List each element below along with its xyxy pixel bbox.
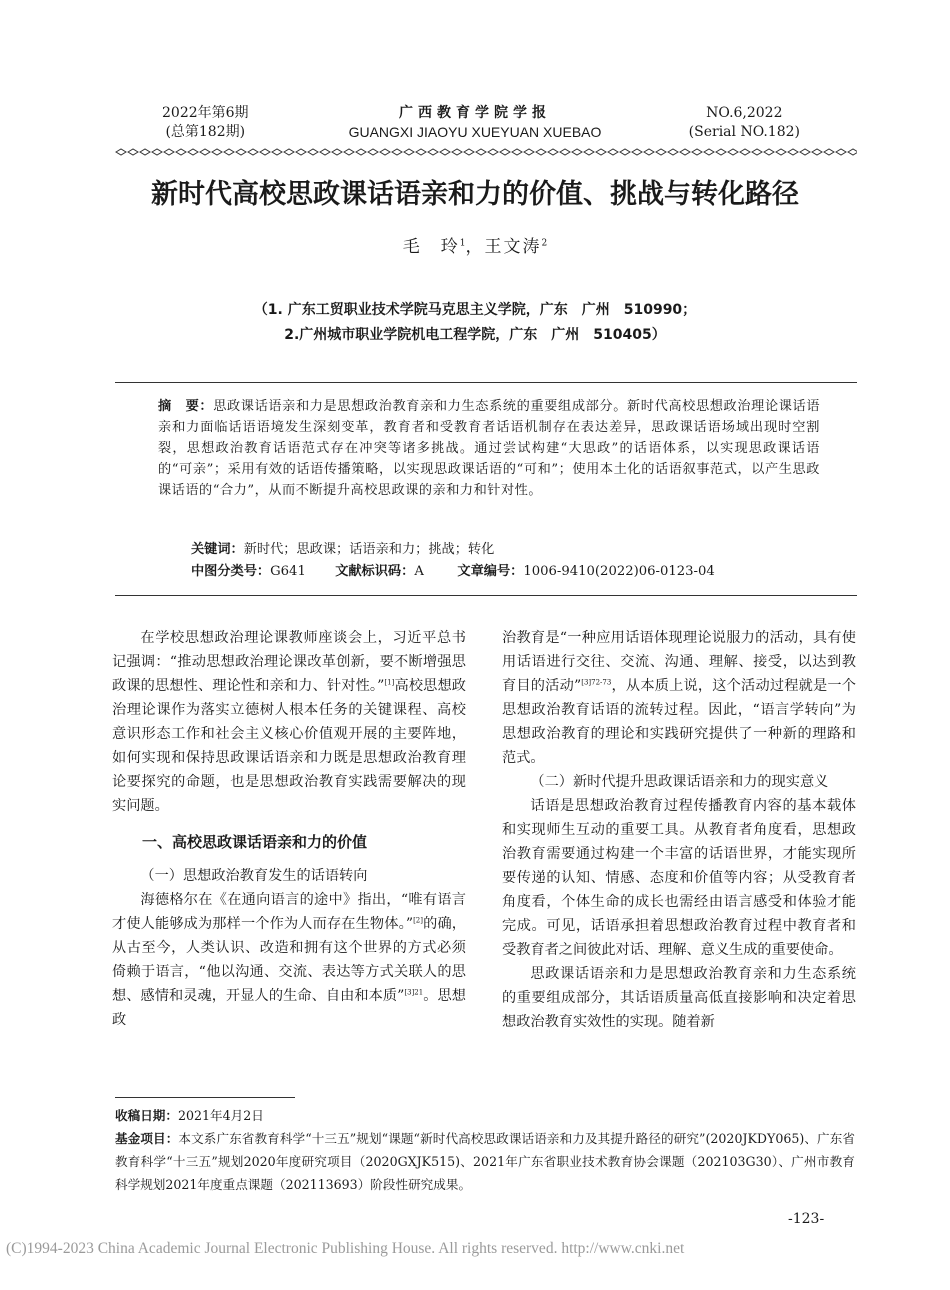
citation: [1] <box>384 678 395 687</box>
abstract-text: 思政课话语亲和力是思想政治教育亲和力生态系统的重要组成部分。新时代高校思想政治理论课话语亲和力面临话语语境发生深刻变革，教育者和受教育者话语机制存在表达差异，思政课话语场域出现时空割裂，思想政治教育话语范式存在冲突等诸多挑战。通过尝试构建“大思政”的话语体系，以实现思政课话语的“可亲”；采用有效的话语传播策略，以实现思政课话语的“可和”；使用本土化的话语叙事范式，以产生思政课话语的“合力”，从而不断提升高校思政课的亲和力和针对性。 <box>158 399 821 498</box>
page-number: -123- <box>788 1211 825 1227</box>
clc-label: 中图分类号： <box>191 564 271 579</box>
subsection-heading: （一）思想政治教育发生的话语转向 <box>140 868 368 884</box>
abstract <box>158 396 820 501</box>
journal-header <box>0 104 950 144</box>
affiliation-line: 2.广州城市职业学院机电工程学院，广东 广州 510405） <box>284 327 666 343</box>
citation: [2] <box>413 916 423 925</box>
decorative-border <box>115 148 857 156</box>
footnote <box>115 1104 855 1196</box>
issue-info <box>162 104 249 142</box>
author-name: 毛 玲 <box>402 237 460 257</box>
received-value: 2021年4月2日 <box>177 1108 264 1123</box>
author-affil-mark: 2 <box>541 238 548 249</box>
paragraph-text: 治教育是“一种应用话语体现理论说服力的活动，具有使用话语进行交往、交流、沟通、理解、接受，以达到教育目的活动” <box>502 630 856 694</box>
journal-name-cn: 广西教育学院学报 <box>399 105 551 121</box>
paragraph <box>112 626 466 818</box>
received-date <box>115 1104 855 1127</box>
keywords <box>191 539 831 560</box>
citation: [3]72-73 <box>581 678 612 687</box>
author-affil-mark: 1 <box>459 238 466 249</box>
paragraph: 思政课话语亲和力是思想政治教育亲和力生态系统的重要组成部分，其话语质量高低直接影响和决定着思想政治教育实效性的实现。随着新 <box>502 966 856 1030</box>
author-name: 王文涛 <box>484 237 542 257</box>
abstract-label: 摘 要： <box>158 399 214 414</box>
paragraph-text: ，从本质上说，这个活动过程就是一个思想政治教育话语的流转过程。因此，“语言学转向”为思想政治教育的理论和实践研究提供了一种新的理路和范式。 <box>502 678 856 766</box>
keywords-label: 关键词： <box>191 542 244 557</box>
authors <box>0 232 950 257</box>
affiliations <box>0 298 950 348</box>
fund-label: 基金项目： <box>115 1131 179 1146</box>
article-no-label: 文章编号： <box>457 564 524 579</box>
clc-value: G641 <box>270 564 306 579</box>
fund-value: 本文系广东省教育科学“十三五”规划“课题“新时代高校思政课话语亲和力及其提升路径的研究”(2020JKDY065)、广东省教育科学“十三五”规划2020年度研究项目（2020GXJK515)、2021年广东省职业技术教育协会课题（202103G30）、广州市教育科学规划2021年度重点课题（202113693）阶段性研究成果。 <box>115 1131 855 1192</box>
doc-code-value: A <box>414 564 424 579</box>
paragraph-text: 。思想政 <box>112 988 466 1028</box>
affiliation-line: （1. 广东工贸职业技术学院马克思主义学院，广东 广州 510990； <box>253 302 697 318</box>
paragraph-text: 的确，从古至今，人类认识、改造和拥有这个世界的方式必须倚赖于语言，“他以沟通、交流、表达等方式关联人的思想、感情和灵魂，开显人的生命、自由和本质” <box>112 916 466 1004</box>
keywords-text: 新时代；思政课；话语亲和力；挑战；转化 <box>243 542 495 557</box>
body-column-right <box>502 626 856 1034</box>
doc-code-label: 文献标识码： <box>335 564 415 579</box>
abstract-bottom-rule <box>115 595 857 596</box>
issue-total: (总第182期) <box>165 124 246 140</box>
issue-number <box>689 104 800 142</box>
body-column-left <box>112 626 466 1032</box>
journal-name <box>340 104 610 142</box>
copyright-watermark: (C)1994-2023 China Academic Journal Electronic Publishing House. All rights reserved. http://www.cnki.net <box>6 1240 685 1257</box>
abstract-top-rule <box>115 382 857 383</box>
classification <box>191 561 831 582</box>
article-no-value: 1006-9410(2022)06-0123-04 <box>523 564 715 579</box>
issue-year: 2022年第6期 <box>162 105 249 121</box>
fund-info <box>115 1127 855 1196</box>
paragraph-text: 海德格尔在《在通向语言的途中》指出，“唯有语言才使人能够成为那样一个作为人而存在生物体。” <box>112 892 466 932</box>
paragraph-text: 高校思想政治理论课作为落实立德树人根本任务的关键课程、高校意识形态工作和社会主义核心价值观开展的主要阵地，如何实现和保持思政课话语亲和力既是思想政治教育理论要探究的命题，也是思想政治教育实践需要解决的现实问题。 <box>112 678 466 814</box>
paragraph <box>112 888 466 1032</box>
citation: [3]21 <box>404 988 424 997</box>
issue-no: NO.6,2022 <box>706 105 783 121</box>
article-title: 新时代高校思政课话语亲和力的价值、挑战与转化路径 <box>151 179 799 210</box>
paragraph: 话语是思想政治教育过程传播教育内容的基本载体和实现师生互动的重要工具。从教育者角度看，思想政治教育需要通过构建一个丰富的话语世界，才能实现所要传递的认知、情感、态度和价值等内容；从受教育者角度看，个体生命的成长也需经由语言感受和体验才能完成。可见，话语承担着思想政治教育过程中教育者和受教育者之间彼此对话、理解、意义生成的重要使命。 <box>502 798 856 958</box>
footnote-rule <box>115 1097 295 1098</box>
author-separator: ， <box>465 237 485 257</box>
paragraph-text: 在学校思想政治理论课教师座谈会上，习近平总书记强调：“推动思想政治理论课改革创新，要不断增强思政课的思想性、理论性和亲和力、针对性。” <box>112 630 466 694</box>
issue-serial: (Serial NO.182) <box>688 124 800 140</box>
paragraph <box>502 626 856 770</box>
subsection-heading: （二）新时代提升思政课话语亲和力的现实意义 <box>530 774 829 790</box>
received-label: 收稿日期： <box>115 1108 178 1123</box>
journal-name-en: GUANGXI JIAOYU XUEYUAN XUEBAO <box>348 124 602 140</box>
section-heading: 一、高校思政课话语亲和力的价值 <box>142 833 368 851</box>
